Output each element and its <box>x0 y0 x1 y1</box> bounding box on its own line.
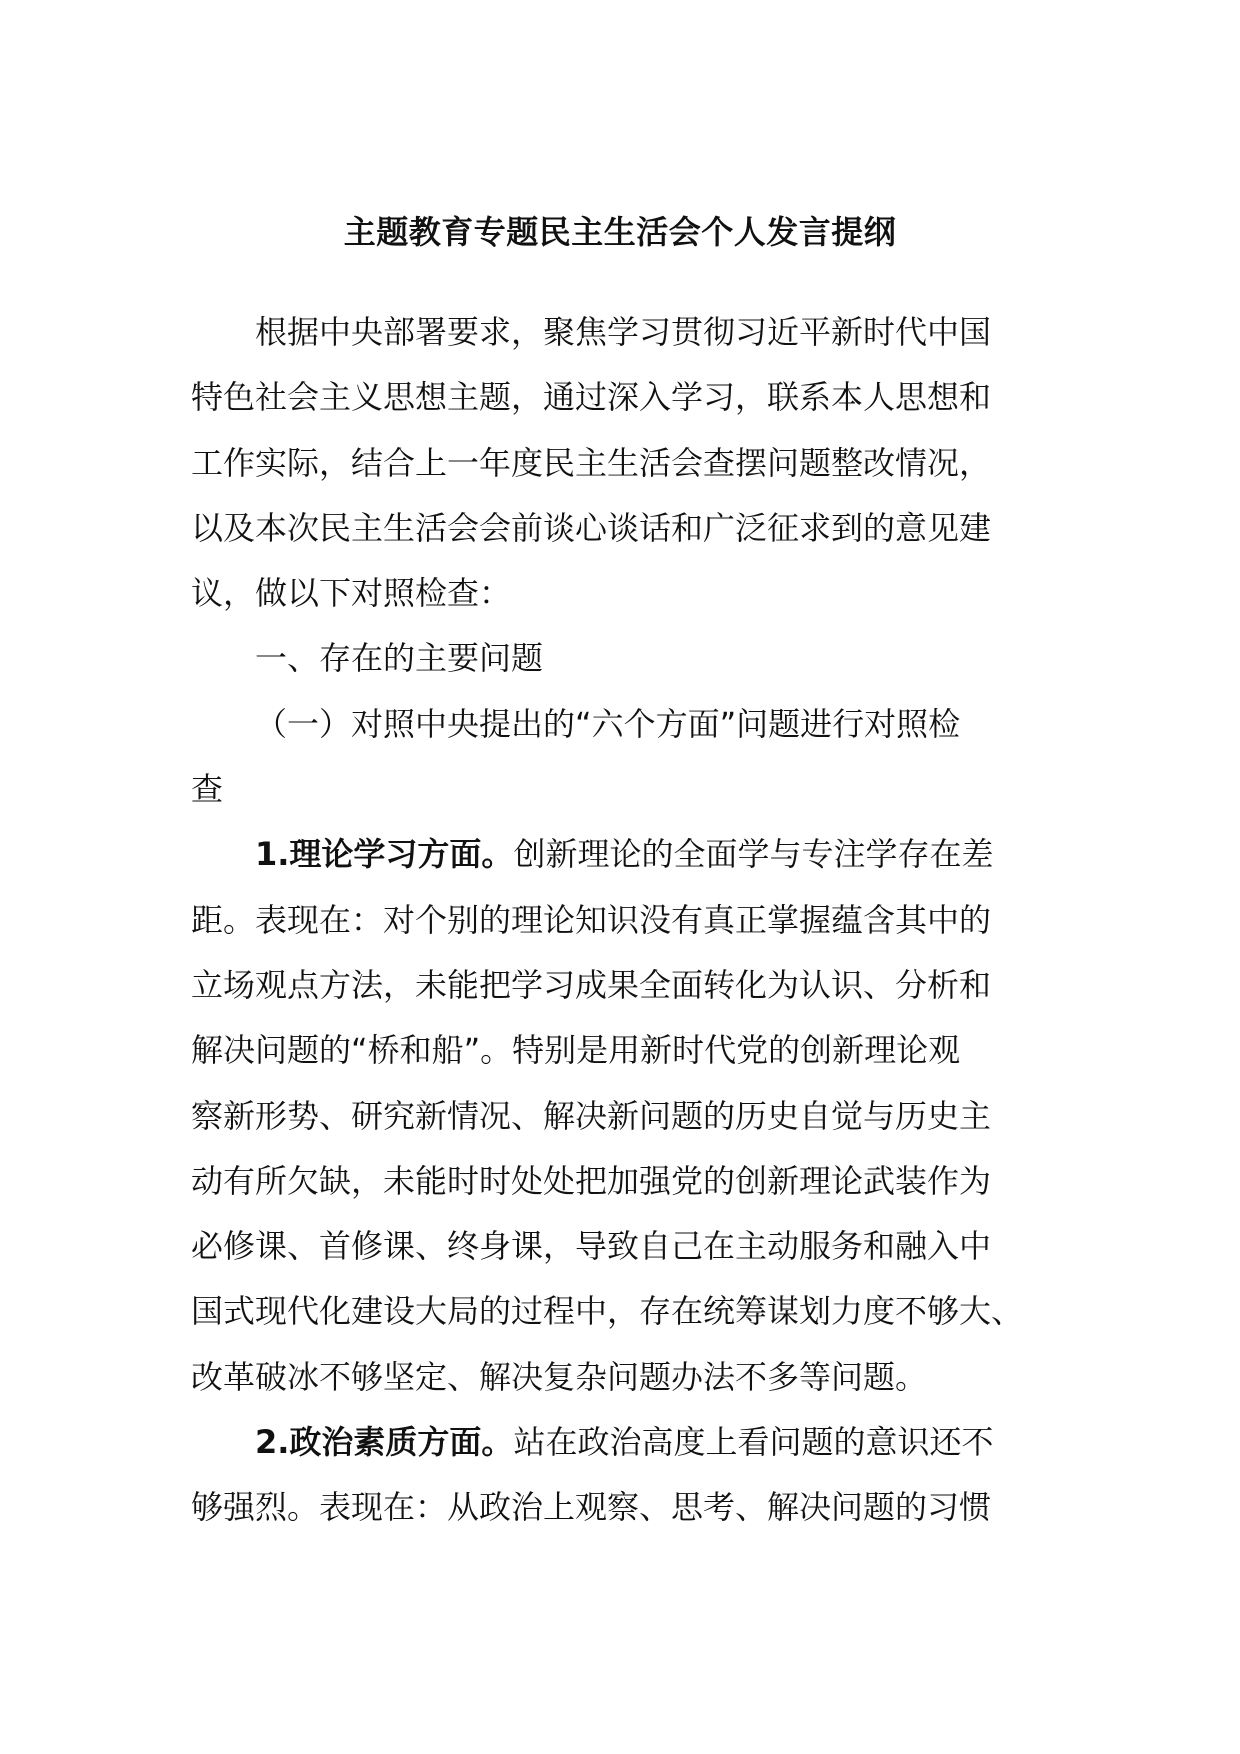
body-text: 解决问题的“桥和船”。特别是用新时代党的创新理论观 <box>191 1031 961 1070</box>
body-text: 一、存在的主要问题 <box>255 639 544 678</box>
text-line <box>191 1345 1051 1410</box>
body-text: 必修课、首修课、终身课，导致自己在主动服务和融入中 <box>191 1227 992 1266</box>
body-text: 动有所欠缺，未能时时处处把加强党的创新理论武装作为 <box>191 1161 992 1200</box>
text-line <box>191 561 1051 626</box>
body-text: 以及本次民主生活会会前谈心谈话和广泛征求到的意见建 <box>191 508 992 547</box>
section-heading-text: 1.理论学习方面。 <box>255 835 514 874</box>
document-title: 主题教育专题民主生活会个人发言提纲 <box>343 213 897 251</box>
body-text: 站在政治高度上看问题的意识还不 <box>513 1423 994 1462</box>
text-line <box>191 1214 1051 1279</box>
body-text: 距。表现在：对个别的理论知识没有真正掌握蕴含其中的 <box>191 900 992 939</box>
text-line <box>191 953 1051 1018</box>
text-line <box>191 431 1051 496</box>
text-line <box>191 496 1051 561</box>
body-text: 够强烈。表现在：从政治上观察、思考、解决问题的习惯 <box>191 1488 992 1527</box>
document-body <box>191 300 1051 1541</box>
body-text: 查 <box>191 770 224 809</box>
body-text: 立场观点方法，未能把学习成果全面转化为认识、分析和 <box>191 965 992 1004</box>
body-text: 根据中央部署要求，聚焦学习贯彻习近平新时代中国 <box>255 313 992 351</box>
body-text: 改革破冰不够坚定、解决复杂问题办法不多等问题。 <box>191 1357 928 1396</box>
text-line <box>191 692 1051 757</box>
body-text: 工作实际，结合上一年度民主生活会查摆问题整改情况， <box>191 443 992 482</box>
text-line <box>191 365 1051 430</box>
text-line <box>191 1149 1051 1214</box>
text-line <box>191 626 1051 691</box>
text-line <box>191 757 1051 822</box>
text-line <box>191 1410 1051 1475</box>
body-text: （一）对照中央提出的“六个方面”问题进行对照检 <box>255 704 961 743</box>
text-line <box>191 1018 1051 1083</box>
body-text: 国式现代化建设大局的过程中，存在统筹谋划力度不够大、 <box>191 1292 1024 1331</box>
text-line <box>191 1084 1051 1149</box>
body-text: 议，做以下对照检查： <box>191 574 512 613</box>
body-text: 特色社会主义思想主题，通过深入学习，联系本人思想和 <box>191 378 992 417</box>
body-text: 察新形势、研究新情况、解决新问题的历史自觉与历史主 <box>191 1096 992 1135</box>
section-heading-text: 2.政治素质方面。 <box>255 1423 514 1462</box>
text-line <box>191 300 1051 365</box>
body-text: 创新理论的全面学与专注学存在差 <box>513 835 994 874</box>
text-line <box>191 822 1051 887</box>
text-line <box>191 888 1051 953</box>
text-line <box>191 1475 1051 1540</box>
text-line <box>191 1279 1051 1344</box>
